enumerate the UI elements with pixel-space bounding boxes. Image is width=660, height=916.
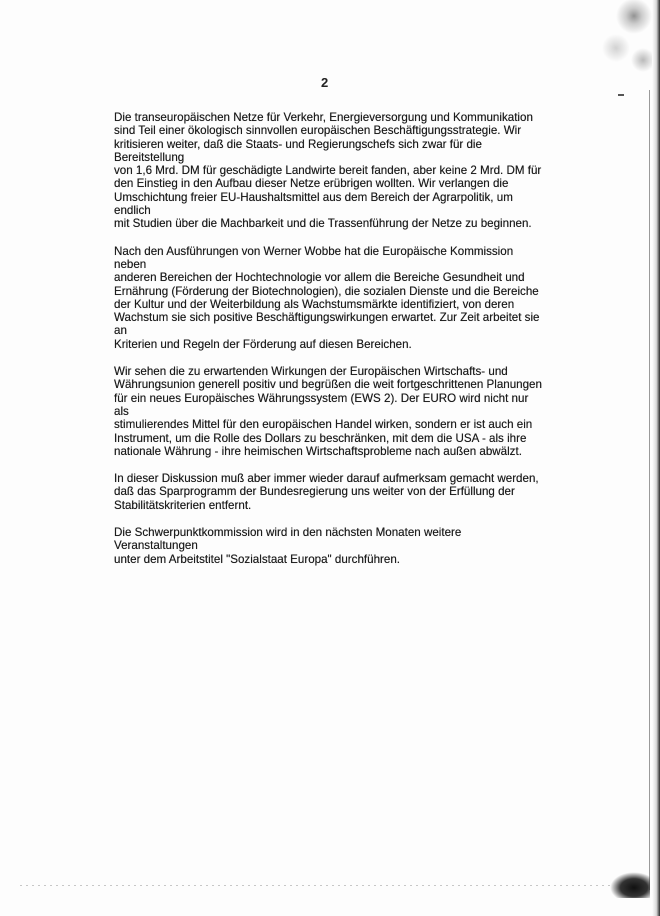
scan-bottom-dots [20, 885, 610, 886]
paragraph-events: Die Schwerpunktkommission wird in den nächsten Monaten weitere Veranstaltungen unter dem Arbeitstitel "Sozialstaat Europa" durchführen. [114, 526, 462, 566]
scan-edge-line [649, 90, 650, 890]
page-number: 2 [321, 75, 329, 90]
document-body [114, 111, 546, 580]
scan-right-edge [652, 0, 660, 916]
paragraph-networks: Die transeuropäischen Netze für Verkehr, Energieversorgung und Kommunikation sind Teil einer ökologisch sinnvollen europäischen Beschäftigungsstrategie. Wir kritisieren weiter, daß die Staats- und Regierungschefs sich zwar für die Bereitstellung von 1,6 Mrd. DM für geschädigte Landwirte bereit fanden, aber keine 2 Mrd. DM für den Einstieg in den Aufbau dieser Netze erübrigen wollten. Wir verlangen die Umschichtung freier EU-Haushaltsmittel aus dem Bereich der Agrarpolitik, um endlich mit Studien über die Machbarkeit und die Trassenführung der Netze zu beginnen. [114, 111, 542, 231]
paragraph-commission: Nach den Ausführungen von Werner Wobbe hat die Europäische Kommission neben anderen Bereichen der Hochtechnologie vor allem die Bereiche Gesundheit und Ernährung (Förderung der Biotechnologien), die sozialen Dienste und die Bereiche der Kultur und der Weiterbildung als Wachstumsmärkte identifiziert, von deren Wachstum sie sich positive Beschäftigungswirkungen erwartet. Zur Zeit arbeitet sie an Kriterien und Regeln der Förderung auf diesen Bereichen. [114, 244, 540, 351]
scan-mark [618, 94, 624, 96]
paragraph-savings-program: In dieser Diskussion muß aber immer wieder darauf aufmerksam gemacht werden, daß das Sparprogramm der Bundesregierung uns weiter von der Erfüllung der Stabilitätskriterien entfernt. [114, 472, 539, 512]
scan-smudge [592, 0, 652, 80]
scan-bottom-blob [610, 872, 650, 898]
paragraph-monetary-union: Wir sehen die zu erwartenden Wirkungen der Europäischen Wirtschafts- und Währungsunion generell positiv und begrüßen die weit fortgeschrittenen Planungen für ein neues Europäisches Währungssystem (EWS 2). Der EURO wird nicht nur als stimulierendes Mittel für den europäischen Handel wirken, sondern er ist auch ein Instrument, um die Rolle des Dollars zu beschränken, mit dem die USA - als ihre nationale Währung - ihre heimischen Wirtschaftsprobleme nach außen abwälzt. [114, 365, 542, 458]
